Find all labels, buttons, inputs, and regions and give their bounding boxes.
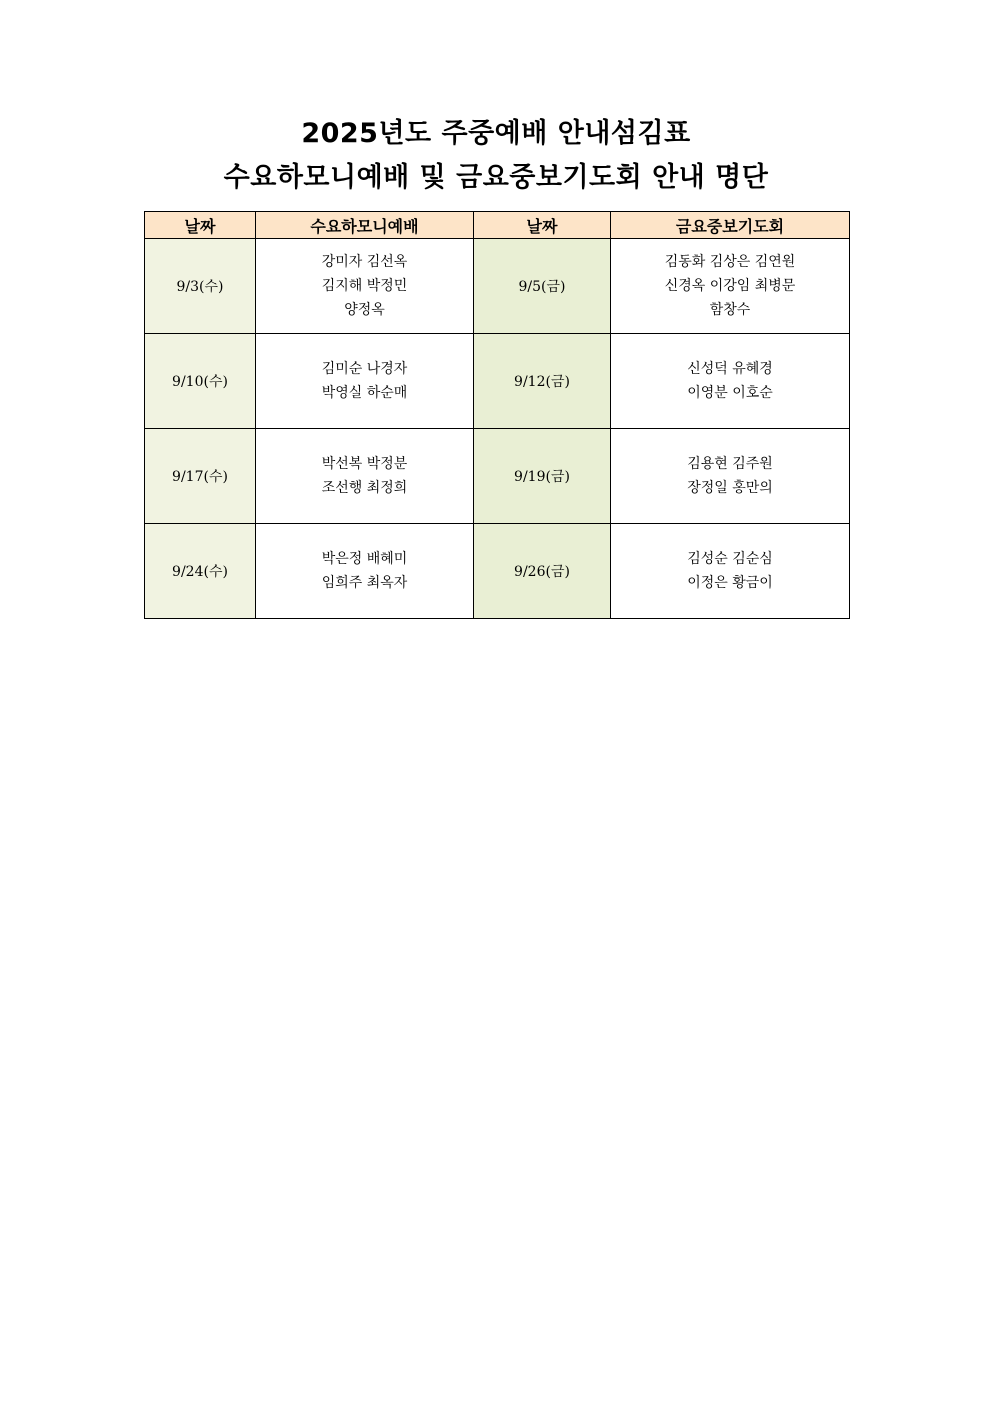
name-line: 장정일 홍만의	[687, 480, 773, 496]
wed-date-cell: 9/10(수)	[145, 334, 256, 429]
table-header-row	[145, 212, 850, 239]
name-line: 김지해 박정민	[321, 278, 408, 294]
fri-date-cell: 9/19(금)	[474, 429, 611, 524]
wed-date-cell: 9/24(수)	[145, 524, 256, 619]
wed-date-cell: 9/17(수)	[145, 429, 256, 524]
fri-names-cell	[611, 239, 850, 334]
fri-date-cell: 9/26(금)	[474, 524, 611, 619]
document-title: 2025년도 주중예배 안내섬김표	[301, 118, 691, 149]
document-title-block	[0, 112, 992, 200]
name-line: 이영분 이호순	[687, 385, 773, 401]
name-line: 함창수	[709, 302, 751, 318]
table-row	[145, 429, 850, 524]
header-wed-date: 날짜	[145, 212, 256, 239]
name-line: 강미자 김선옥	[321, 254, 408, 270]
wed-names-cell	[256, 239, 474, 334]
name-line: 박영실 하순매	[321, 385, 408, 401]
fri-names-cell	[611, 429, 850, 524]
wed-names-cell	[256, 429, 474, 524]
fri-date-cell: 9/12(금)	[474, 334, 611, 429]
header-fri-service: 금요중보기도회	[611, 212, 850, 239]
fri-names-cell	[611, 334, 850, 429]
header-wed-service: 수요하모니예배	[256, 212, 474, 239]
name-line: 김용현 김주원	[687, 456, 773, 472]
wed-date-cell: 9/3(수)	[145, 239, 256, 334]
document-subtitle: 수요하모니예배 및 금요중보기도회 안내 명단	[223, 162, 769, 193]
wed-names-cell	[256, 334, 474, 429]
table-row	[145, 334, 850, 429]
name-line: 신성덕 유혜경	[687, 361, 773, 377]
table-row	[145, 524, 850, 619]
name-line: 김성순 김순심	[687, 551, 773, 567]
name-line: 신경옥 이강임 최병문	[664, 278, 796, 294]
name-line: 김미순 나경자	[321, 361, 408, 377]
name-line: 양정옥	[344, 302, 385, 318]
name-line: 이정은 황금이	[687, 575, 773, 591]
table-row	[145, 239, 850, 334]
name-line: 조선행 최정희	[321, 480, 408, 496]
fri-names-cell	[611, 524, 850, 619]
fri-date-cell: 9/5(금)	[474, 239, 611, 334]
name-line: 박은정 배혜미	[321, 551, 408, 567]
name-line: 박선복 박정분	[321, 456, 408, 472]
name-line: 김동화 김상은 김연원	[664, 254, 796, 270]
header-fri-date: 날짜	[474, 212, 611, 239]
wed-names-cell	[256, 524, 474, 619]
schedule-table	[144, 211, 850, 619]
name-line: 임희주 최옥자	[321, 575, 408, 591]
